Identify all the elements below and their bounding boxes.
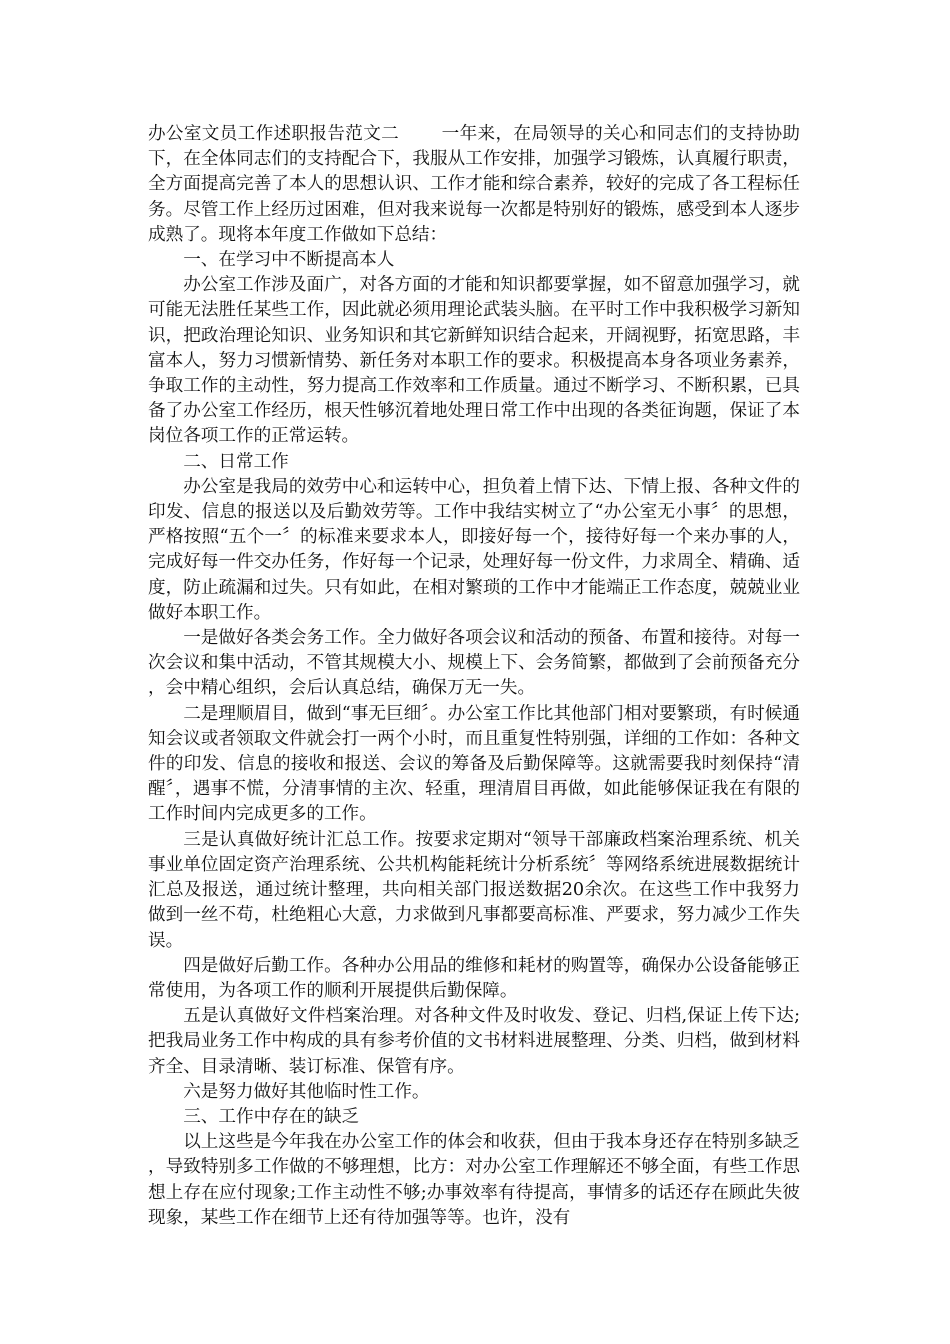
paragraph-meetings: 一是做好各类会务工作。全力做好各项会议和活动的预备、布置和接待。对每一次会议和集中活动，不管其规模大小、规模上下、会务简繁，都做到了会前预备充分，会中精心组织，会后认真总结，确保万无一失。 (148, 628, 800, 699)
paragraph-details: 二是理顺眉目，做到“事无巨细〞。办公室工作比其他部门相对要繁琐，有时候通知会议或者领取文件就会打一两个小时，而且重复性特别强，详细的工作如：各种文件的印发、信息的接收和报送、会议的筹备及后勤保障等。这就需要我时刻保持“清醒〞，遇事不慌，分清事情的主次、轻重，理清眉目再做，如此能够保证我在有限的工作时间内完成更多的工作。 (148, 703, 800, 825)
paragraph-temporary-work: 六是努力做好其他临时性工作。 (183, 1081, 430, 1102)
intro-text: 一年来，在局领导的关心和同志们的支持协助下，在全体同志们的支持配合下，我服从工作安排，加强学习锻炼，认真履行职责，全方面提高完善了本人的思想认识、工作才能和综合素养，较好的完成了各工程标任务。尽管工作上经历过困难，但对我来说每一次都是特别好的锻炼，感受到本人逐步成熟了。现将本年度工作做如下总结： (148, 124, 800, 245)
paragraph-shortcomings: 以上这些是今年我在办公室工作的体会和收获，但由于我本身还存在特别多缺乏，导致特别多工作做的不够理想，比方：对办公室工作理解还不够全面，有些工作思想上存在应付现象;工作主动性不够;办事效率有待提高，事情多的话还存在顾此失彼现象，某些工作在细节上还有待加强等等。也许，没有 (148, 1132, 800, 1228)
section-heading-3: 三、工作中存在的缺乏 (183, 1106, 360, 1127)
paragraph-daily-work: 办公室是我局的效劳中心和运转中心，担负着上情下达、下情上报、各种文件的印发、信息的报送以及后勤效劳等。工作中我结实树立了“办公室无小事〞的思想，严格按照“五个一〞的标准来要求本人，即接好每一个，接待好每一个来办事的人，完成好每一件交办任务，作好每一个记录，处理好每一份文件，力求周全、精确、适度，防止疏漏和过失。只有如此，在相对繁琐的工作中才能端正工作态度，兢兢业业做好本职工作。 (148, 476, 800, 623)
section-heading-1: 一、在学习中不断提高本人 (183, 250, 395, 271)
paragraph-logistics: 四是做好后勤工作。各种办公用品的维修和耗材的购置等，确保办公设备能够正常使用，为各项工作的顺利开展提供后勤保障。 (148, 955, 800, 1001)
paragraph-statistics: 三是认真做好统计汇总工作。按要求定期对“领导干部廉政档案治理系统、机关事业单位固定资产治理系统、公共机构能耗统计分析系统〞等网络系统进展数据统计汇总及报送，通过统计整理，共向相关部门报送数据20余次。在这些工作中我努力做到一丝不苟，杜绝粗心大意，力求做到凡事都要高标准、严要求，努力减少工作失误。 (148, 829, 800, 951)
intro-paragraph (148, 122, 800, 248)
section-heading-2: 二、日常工作 (183, 451, 289, 472)
paragraph-study: 办公室工作涉及面广，对各方面的才能和知识都要掌握，如不留意加强学习，就可能无法胜任某些工作，因此就必须用理论武装头脑。在平时工作中我积极学习新知识，把政治理论知识、业务知识和其它新鲜知识结合起来，开阔视野，拓宽思路，丰富本人，努力习惯新情势、新任务对本职工作的要求。积极提高本身各项业务素养，争取工作的主动性，努力提高工作效率和工作质量。通过不断学习、不断积累，已具备了办公室工作经历，根天性够沉着地处理日常工作中出现的各类征询题，保证了本岗位各项工作的正常运转。 (148, 275, 800, 447)
document-title: 办公室文员工作述职报告范文二 (148, 124, 400, 144)
document-body (148, 122, 800, 1231)
paragraph-archives: 五是认真做好文件档案治理。对各种文件及时收发、登记、归档,保证上传下达;把我局业务工作中构成的具有参考价值的文书材料进展整理、分类、归档，做到材料齐全、目录清晰、装订标准、保管有序。 (148, 1006, 800, 1077)
